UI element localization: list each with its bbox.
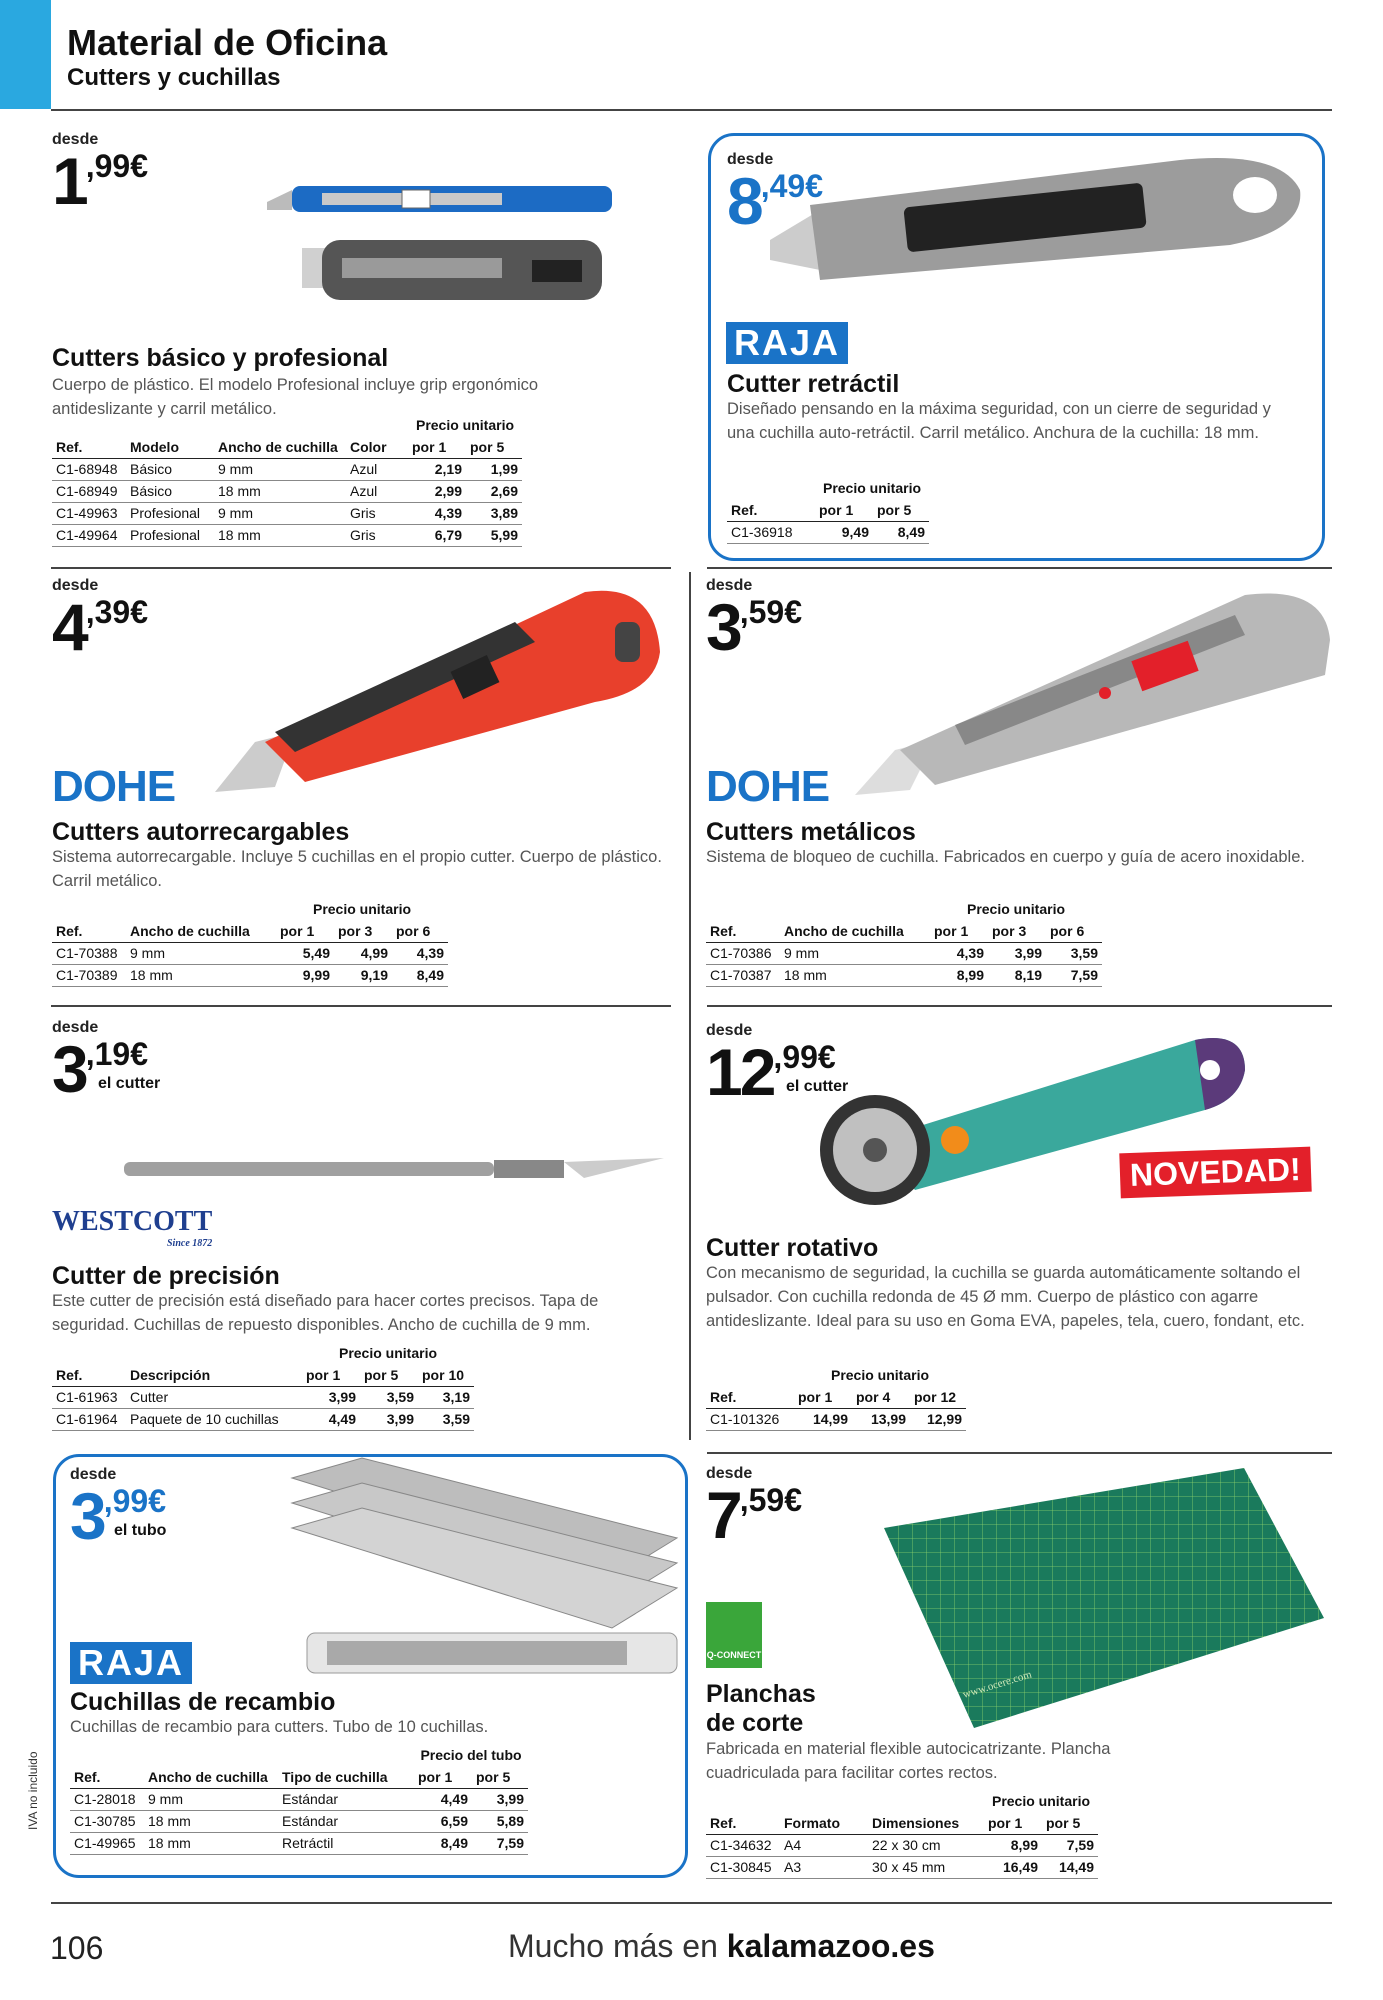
- price: 4,39€: [52, 590, 148, 664]
- table-row: C1-70388 9 mm 5,49 4,99 4,39: [52, 942, 448, 964]
- product-description: Cuchillas de recambio para cutters. Tubo de 10 cuchillas.: [70, 1718, 489, 1736]
- product-description: Con mecanismo de seguridad, la cuchilla se guarda automáticamente soltando el pulsador. Con cuchilla redonda de 45 Ø mm. Cuerpo de plástico con agarre antideslizante. Ideal para su uso en Goma EVA, papeles, tela, cuero, fondant, etc.: [706, 1264, 1305, 1330]
- spec-table: Precio unitario Ref. Ancho de cuchilla por 1 por 3 por 6 C1-70386 9 mm 4,39 3,99 3,59 C1-70387 18 mm 8,99 8,19 7,59: [706, 898, 1102, 987]
- product-description: Este cutter de precisión está diseñado para hacer cortes precisos. Tapa de seguridad. Cuchillas de repuesto disponibles. Ancho de cuchilla de 9 mm.: [52, 1292, 599, 1334]
- page-subtitle: Cutters y cuchillas: [67, 64, 281, 91]
- table-row: C1-49965 18 mm Retráctil 8,49 7,59: [70, 1832, 528, 1854]
- table-row: C1-101326 14,99 13,99 12,99: [706, 1408, 966, 1430]
- cutter-retractil-image: [760, 150, 1305, 300]
- header-rule: [51, 109, 1332, 111]
- spec-table: Precio unitario Ref. Modelo Ancho de cuchilla Color por 1 por 5 C1-68948 Básico 9 mm Azul 2,19 1,99 C1-68949 Básico 18 mm Azul 2,99 2,69 C1-49963 Profesional 9 mm Gris 4,39 3,89 C1-49964 Profesional 18 mm Gris 6,79 5,99: [52, 414, 522, 547]
- spec-table: Precio unitario Ref. Descripción por 1 por 5 por 10 C1-61963 Cutter 3,99 3,59 3,19 C1-61964 Paquete de 10 cuchillas 4,49 3,99 3,59: [52, 1342, 474, 1431]
- price: 7,59€: [706, 1478, 802, 1552]
- blades-image: [282, 1458, 677, 1673]
- q-connect-logo: Q-CONNECT: [706, 1602, 762, 1668]
- product-title: Cutters básico y profesional: [52, 344, 389, 372]
- table-row: C1-68949 Básico 18 mm Azul 2,99 2,69: [52, 480, 522, 502]
- column-divider: [689, 572, 691, 1440]
- westcott-logo: WESTCOTT Since 1872: [52, 1206, 213, 1249]
- table-row: C1-34632 A4 22 x 30 cm 8,99 7,59: [706, 1834, 1098, 1856]
- footer-text: Mucho más en kalamazoo.es: [508, 1928, 935, 1964]
- table-row: C1-30785 18 mm Estándar 6,59 5,89: [70, 1810, 528, 1832]
- page-title: Material de Oficina: [67, 22, 388, 63]
- desde-label: desde: [70, 1466, 117, 1483]
- table-row: C1-68948 Básico 9 mm Azul 2,19 1,99: [52, 458, 522, 480]
- spec-table: Precio unitario Ref. por 1 por 4 por 12 C1-101326 14,99 13,99 12,99: [706, 1364, 966, 1431]
- cutter-autorrecargable-image: [215, 582, 665, 802]
- page-number: 106: [50, 1930, 104, 1966]
- table-row: C1-61964 Paquete de 10 cuchillas 4,49 3,99 3,59: [52, 1408, 474, 1430]
- divider: [707, 1005, 1332, 1007]
- spec-table: Precio unitario Ref. Ancho de cuchilla por 1 por 3 por 6 C1-70388 9 mm 5,49 4,99 4,39 C1-70389 18 mm 9,99 9,19 8,49: [52, 898, 448, 987]
- product-description: Cuerpo de plástico. El modelo Profesional incluye grip ergonómico antideslizante y carril metálico.: [52, 376, 539, 418]
- precio-unitario-label: Precio unitario: [966, 901, 1066, 917]
- site-link[interactable]: kalamazoo.es: [726, 1928, 935, 1964]
- precio-unitario-label: Precio unitario: [991, 1793, 1091, 1809]
- divider: [51, 1005, 671, 1007]
- precio-unitario-label: Precio unitario: [830, 1367, 930, 1383]
- novedad-badge: NOVEDAD!: [1119, 1147, 1311, 1199]
- product-title: Cutter de precisión: [52, 1262, 280, 1290]
- price: 3,99€ el tubo: [70, 1479, 167, 1553]
- iva-note: IVA no incluido: [26, 1751, 40, 1830]
- price: 8,49€: [727, 164, 823, 238]
- divider: [707, 567, 1332, 569]
- section-tab: [0, 0, 51, 109]
- spec-table: Precio del tubo Ref. Ancho de cuchilla Tipo de cuchilla por 1 por 5 C1-28018 9 mm Estándar 4,49 3,99 C1-30785 18 mm Estándar 6,59 5,89 C1-49965 18 mm Retráctil 8,49 7,59: [70, 1744, 528, 1855]
- table-row: C1-30845 A3 30 x 45 mm 16,49 14,49: [706, 1856, 1098, 1878]
- table-row: C1-70386 9 mm 4,39 3,99 3,59: [706, 942, 1102, 964]
- mat-watermark: www.ocere.com: [961, 1668, 1034, 1701]
- product-title: Cutter retráctil: [727, 370, 900, 398]
- dohe-logo: DOHE: [52, 762, 176, 811]
- desde-label: desde: [706, 577, 753, 594]
- precio-unitario-label: Precio unitario: [338, 1345, 438, 1361]
- desde-label: desde: [52, 577, 99, 594]
- product-title: Cuchillas de recambio: [70, 1688, 336, 1716]
- cutter-precision-image: [124, 1150, 664, 1190]
- divider: [707, 1452, 1332, 1454]
- precio-unitario-label: Precio unitario: [312, 901, 412, 917]
- product-description: Sistema de bloqueo de cuchilla. Fabricados en cuerpo y guía de acero inoxidable.: [706, 848, 1305, 866]
- table-row: C1-70387 18 mm 8,99 8,19 7,59: [706, 964, 1102, 986]
- raja-logo: RAJA: [70, 1642, 192, 1684]
- product-description: Fabricada en material flexible autocicatrizante. Plancha cuadriculada para facilitar cortes rectos.: [706, 1740, 1111, 1782]
- raja-logo: RAJA: [726, 322, 848, 364]
- desde-label: desde: [706, 1465, 753, 1482]
- desde-label: desde: [706, 1022, 753, 1039]
- product-title: Cutters metálicos: [706, 818, 916, 846]
- cutter-basic-image: [262, 180, 662, 330]
- table-row: C1-36918 9,49 8,49: [727, 521, 929, 543]
- desde-label: desde: [727, 151, 774, 168]
- product-description: Diseñado pensando en la máxima seguridad, con un cierre de seguridad y una cuchilla auto-retráctil. Carril metálico. Anchura de la cuchilla: 18 mm.: [727, 400, 1271, 442]
- cutter-metalico-image: [855, 585, 1330, 800]
- cutting-mat-image: [884, 1468, 1324, 1728]
- precio-unitario-label: Precio unitario: [415, 417, 515, 433]
- product-description: Sistema autorrecargable. Incluye 5 cuchillas en el propio cutter. Cuerpo de plástico. Carril metálico.: [52, 848, 662, 890]
- desde-label: desde: [52, 131, 99, 148]
- spec-table: Precio unitario Ref. Formato Dimensiones por 1 por 5 C1-34632 A4 22 x 30 cm 8,99 7,59 C1-30845 A3 30 x 45 mm 16,49 14,49: [706, 1790, 1098, 1879]
- price: 12,99€ el cutter: [706, 1035, 849, 1109]
- product-title: Cutters autorrecargables: [52, 818, 350, 846]
- price: 3,59€: [706, 590, 802, 664]
- product-title: Cutter rotativo: [706, 1234, 879, 1262]
- table-row: C1-70389 18 mm 9,99 9,19 8,49: [52, 964, 448, 986]
- divider: [51, 567, 671, 569]
- precio-unitario-label: Precio unitario: [822, 480, 922, 496]
- price: 1,99€: [52, 144, 148, 218]
- desde-label: desde: [52, 1019, 99, 1036]
- table-row: C1-49964 Profesional 18 mm Gris 6,79 5,99: [52, 524, 522, 546]
- table-row: C1-49963 Profesional 9 mm Gris 4,39 3,89: [52, 502, 522, 524]
- table-row: C1-61963 Cutter 3,99 3,59 3,19: [52, 1386, 474, 1408]
- price: 3,19€ el cutter: [52, 1032, 161, 1106]
- product-title: Planchas de corte: [706, 1680, 816, 1737]
- footer-rule: [51, 1902, 1332, 1904]
- dohe-logo: DOHE: [706, 762, 830, 811]
- precio-tubo-label: Precio del tubo: [420, 1747, 522, 1763]
- table-row: C1-28018 9 mm Estándar 4,49 3,99: [70, 1788, 528, 1810]
- spec-table: Precio unitario Ref. por 1 por 5 C1-36918 9,49 8,49: [727, 477, 929, 544]
